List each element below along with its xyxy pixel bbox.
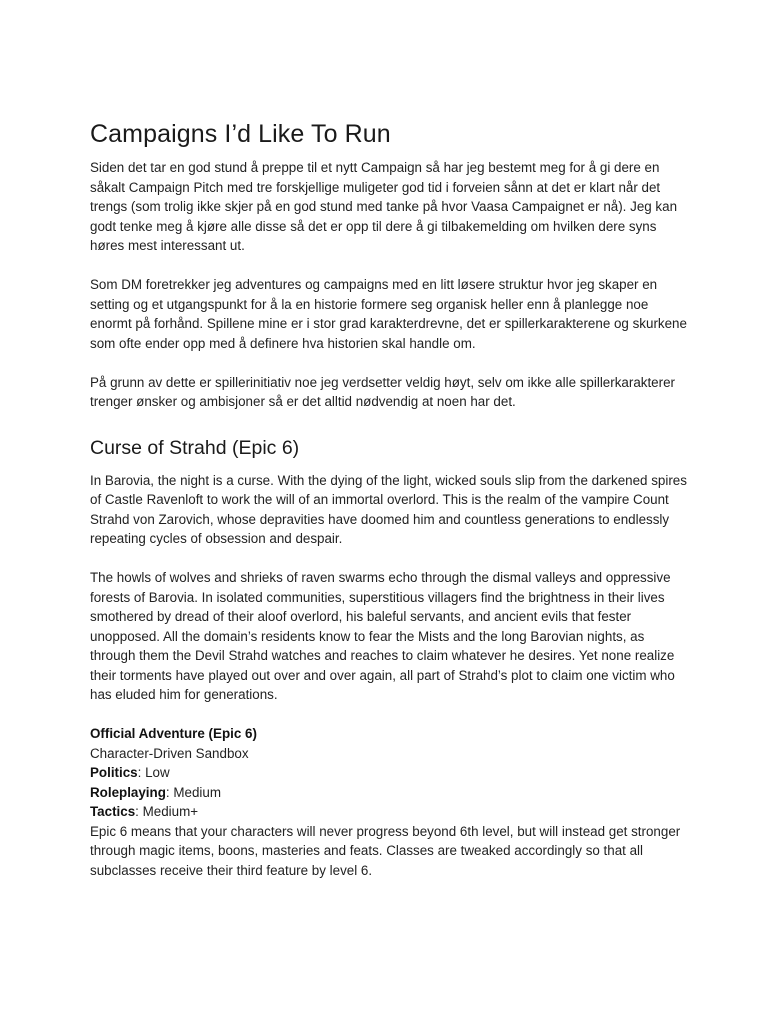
roleplaying-row <box>90 783 690 803</box>
section-title-curse-of-strahd: Curse of Strahd (Epic 6) <box>90 436 300 459</box>
tactics-row <box>90 802 690 822</box>
tactics-label: Tactics <box>90 804 136 819</box>
section-paragraph-2: The howls of wolves and shrieks of raven swarms echo through the dismal valleys and oppressive forests of Barovia. In isolated communities, superstitious villagers find the brightness in their lives smothered by dread of their aloof overlord, his baleful servants, and ancient evils that fester unopposed. All the domain’s residents know to fear the Mists and the long Barovian nights, as through them the Devil Strahd watches and reaches to claim whatever he desires. Yet none realize their torments have played out over and over again, all part of Strahd’s plot to claim one victim who has eluded him for generations. <box>90 570 675 702</box>
politics-value: : Low <box>137 765 170 780</box>
adventure-type: Character-Driven Sandbox <box>90 745 249 761</box>
epic6-description: Epic 6 means that your characters will never progress beyond 6th level, but will instead get stronger through magic items, boons, masteries and feats. Classes are tweaked accordingly so that all subclasses receive their third feature by level 6. <box>90 823 681 878</box>
section-body <box>90 471 690 705</box>
intro-paragraph-3: På grunn av dette er spillerinitiativ noe jeg verdsetter veldig høyt, selv om ikke alle spillerkarakterer trenger ønsker og ambisjoner så er det alltid nødvendig at noen har det. <box>90 374 675 409</box>
roleplaying-label: Roleplaying <box>90 784 166 800</box>
intro-paragraph-1: Siden det tar en god stund å preppe til et nytt Campaign så har jeg bestemt meg for å gi dere en såkalt Campaign Pitch med tre forskjellige muligeter god tid i forveien sånn at det er klart når det trengs (som trolig ikke skjer på en god stund med tanke på hvor Vaasa Campaignet er nå). Jeg kan godt tenke meg å kjøre alle disse så det er opp til dere å gi tilbakemelding om hvilken dere syns høres mest interessant ut. <box>90 160 678 253</box>
document-title: Campaigns I’d Like To Run <box>90 120 391 148</box>
tactics-value: : Medium+ <box>135 804 199 819</box>
roleplaying-value: : Medium <box>165 784 221 800</box>
adventure-details <box>90 724 690 880</box>
section-paragraph-1: In Barovia, the night is a curse. With the dying of the light, wicked souls slip from the darkened spires of Castle Ravenloft to work the will of an immortal overlord. This is the realm of the vampire Count Strahd von Zarovich, whose depravities have doomed him and countless generations to endlessly repeating cycles of obsession and despair. <box>90 472 687 546</box>
intro-paragraph-2: Som DM foretrekker jeg adventures og campaigns med en litt løsere struktur hvor jeg skaper en setting og et utgangspunkt for å la en historie formere seg organisk heller enn å planlegge noe enormt på forhånd. Spillene mine er i stor grad karakterdrevne, det er spillerkarakterene og skurkene som ofte ender opp med å definere hva historien skal handle om. <box>90 277 687 351</box>
politics-label: Politics <box>90 765 138 780</box>
politics-row <box>90 763 690 783</box>
document-page <box>90 118 690 880</box>
adventure-heading: Official Adventure (Epic 6) <box>90 726 257 741</box>
intro-section <box>90 158 690 412</box>
